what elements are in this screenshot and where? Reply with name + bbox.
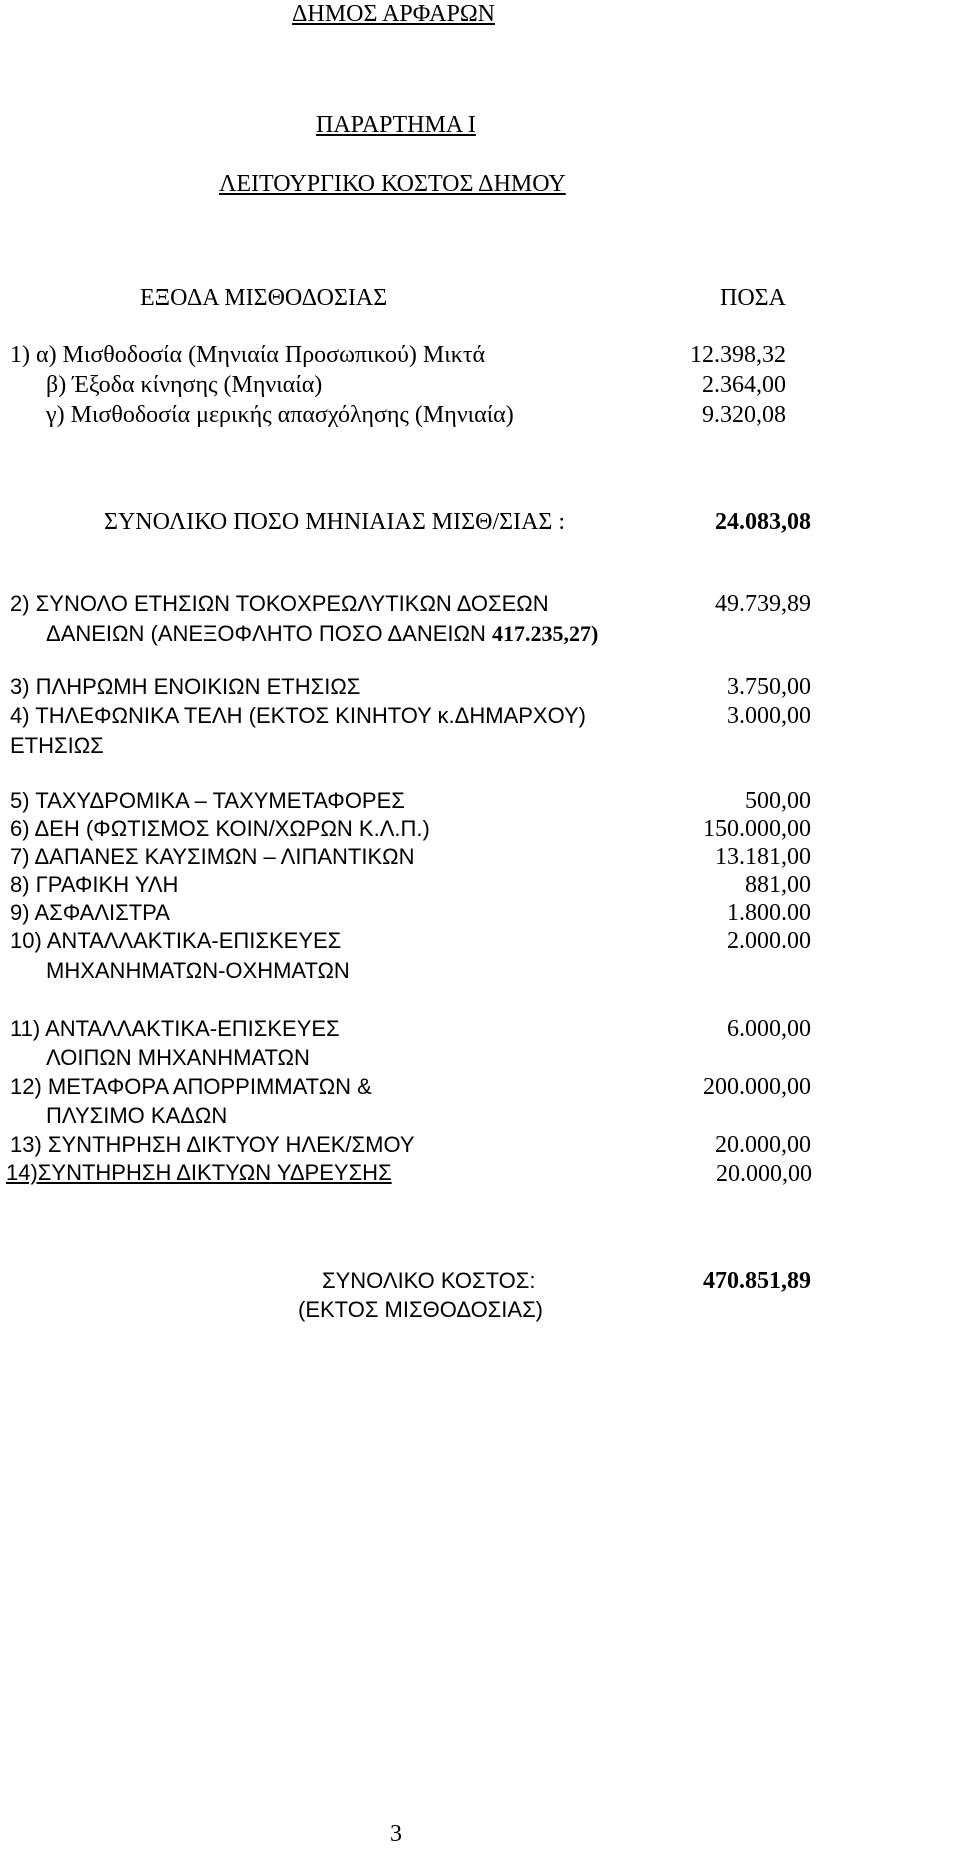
expense-amount: 200.000,00 [703, 1074, 811, 1100]
loans-amount: 49.739,89 [715, 591, 811, 617]
expense-label: 12) ΜΕΤΑΦΟΡΑ ΑΠΟΡΡΙΜΜΑΤΩΝ & [10, 1074, 372, 1099]
expense-label-cont: ΛΟΙΠΩΝ ΜΗΧΑΝΗΜΑΤΩΝ [46, 1045, 310, 1070]
expense-amount: 2.000.00 [727, 928, 811, 954]
municipality-title: ΔΗΜΟΣ ΑΡΦΑΡΩΝ [292, 1, 496, 27]
amount-heading: ΠΟΣΑ [720, 285, 786, 311]
payroll-item-label: β) Έξοδα κίνησης (Μηνιαία) [46, 372, 323, 398]
expense-label: 13) ΣΥΝΤΗΡΗΣΗ ΔΙΚΤΥΟΥ ΗΛΕΚ/ΣΜΟΥ [10, 1132, 415, 1157]
expense-label: 7) ΔΑΠΑΝΕΣ ΚΑΥΣΙΜΩΝ – ΛΙΠΑΝΤΙΚΩΝ [10, 844, 415, 869]
payroll-item-amount: 2.364,00 [702, 372, 786, 398]
expense-amount: 150.000,00 [703, 816, 811, 842]
grand-total-amount: 470.851,89 [703, 1268, 811, 1294]
phone-amount: 3.000,00 [727, 703, 811, 729]
expense-label: 5) ΤΑΧΥΔΡΟΜΙΚΑ – ΤΑΧΥΜΕΤΑΦΟΡΕΣ [10, 788, 405, 813]
expense-label: 10) ΑΝΤΑΛΛΑΚΤΙΚΑ-ΕΠΙΣΚΕΥΕΣ [10, 928, 342, 953]
expense-amount: 20.000,00 [715, 1132, 811, 1158]
payroll-item-label: 1) α) Μισθοδοσία (Μηνιαία Προσωπικού) Μικτά [10, 342, 486, 368]
payroll-total-label: ΣΥΝΟΛΙΚΟ ΠΟΣΟ ΜΗΝΙΑΙΑΣ ΜΙΣΘ/ΣΙΑΣ : [104, 509, 566, 535]
expense-amount: 881,00 [745, 872, 811, 898]
expense-label-cont: ΠΛΥΣΙΜΟ ΚΑΔΩΝ [46, 1103, 228, 1128]
expense-amount: 500,00 [745, 788, 811, 814]
rent-label: 3) ΠΛΗΡΩΜΗ ΕΝΟΙΚΙΩΝ ΕΤΗΣΙΩΣ [10, 674, 361, 699]
phone-label-cont: ΕΤΗΣΙΩΣ [10, 733, 104, 758]
expense-label: 14)ΣΥΝΤΗΡΗΣΗ ΔΙΚΤΥΩΝ ΥΔΡΕΥΣΗΣ [6, 1160, 392, 1185]
grand-total-label: ΣΥΝΟΛΙΚΟ ΚΟΣΤΟΣ: [322, 1268, 536, 1293]
rent-amount: 3.750,00 [727, 674, 811, 700]
underlined-row [6, 1160, 812, 1187]
payroll-heading: ΕΞΟΔΑ ΜΙΣΘΟΔΟΣΙΑΣ [140, 285, 388, 311]
expense-label-cont: ΜΗΧΑΝΗΜΑΤΩΝ-ΟΧΗΜΑΤΩΝ [46, 958, 350, 983]
appendix-title: ΠΑΡΑΡΤΗΜΑ Ι [316, 112, 476, 138]
expense-amount: 1.800.00 [727, 900, 811, 926]
phone-label: 4) ΤΗΛΕΦΩΝΙΚΑ ΤΕΛΗ (ΕΚΤΟΣ ΚΙΝΗΤΟΥ κ.ΔΗΜΑΡΧΟΥ) [10, 703, 587, 728]
expense-amount: 20.000,00 [716, 1161, 812, 1187]
expense-label: 8) ΓΡΑΦΙΚΗ ΥΛΗ [10, 872, 179, 897]
page-number: 3 [390, 1821, 402, 1847]
expense-label: 11) ΑΝΤΑΛΛΑΚΤΙΚΑ-ΕΠΙΣΚΕΥΕΣ [10, 1016, 340, 1041]
expense-amount: 6.000,00 [727, 1016, 811, 1042]
expense-label: 6) ΔΕΗ (ΦΩΤΙΣΜΟΣ ΚΟΙΝ/ΧΩΡΩΝ Κ.Λ.Π.) [10, 816, 430, 841]
document-subtitle: ΛΕΙΤΟΥΡΓΙΚΟ ΚΟΣΤΟΣ ΔΗΜΟΥ [219, 171, 566, 197]
expense-label: 9) ΑΣΦΑΛΙΣΤΡΑ [10, 900, 170, 925]
payroll-item-label: γ) Μισθοδοσία μερικής απασχόλησης (Μηνιαία) [46, 402, 514, 428]
payroll-total-amount: 24.083,08 [715, 509, 811, 535]
payroll-item-amount: 12.398,32 [690, 342, 786, 368]
grand-total-note: (ΕΚΤΟΣ ΜΙΣΘΟΔΟΣΙΑΣ) [298, 1297, 543, 1322]
expense-amount: 13.181,00 [715, 844, 811, 870]
payroll-item-amount: 9.320,08 [702, 402, 786, 428]
loans-label: 2) ΣΥΝΟΛΟ ΕΤΗΣΙΩΝ ΤΟΚΟΧΡΕΩΛΥΤΙΚΩΝ ΔΟΣΕΩΝ [10, 591, 549, 616]
loans-outstanding-line: ΔΑΝΕΙΩΝ (ΑΝΕΞΟΦΛΗΤΟ ΠΟΣΟ ΔΑΝΕΙΩΝ 417.235,27) [46, 621, 599, 646]
